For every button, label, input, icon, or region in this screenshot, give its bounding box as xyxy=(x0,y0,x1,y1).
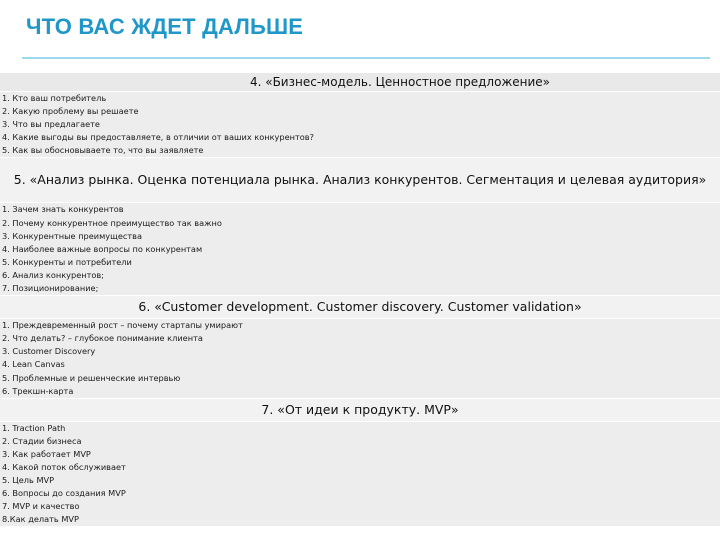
list-item: 5. Проблемные и решенческие интервью xyxy=(2,372,181,383)
section-7 xyxy=(0,398,720,527)
section-items xyxy=(0,203,720,295)
section-heading: 6. «Customer development. Customer discovery. Customer validation» xyxy=(0,296,720,319)
list-item: 2. Стадии бизнеса xyxy=(2,435,82,446)
list-item: 4. Lean Canvas xyxy=(2,359,65,370)
content-table xyxy=(0,72,720,526)
section-4 xyxy=(0,72,720,157)
list-item: 4. Наиболее важные вопросы по конкурентам xyxy=(2,243,203,254)
list-item: 2. Что делать? – глубокое понимание клиента xyxy=(2,333,203,344)
title-divider xyxy=(22,57,710,59)
section-heading: 7. «От идеи к продукту. MVP» xyxy=(0,399,720,422)
list-item: 6. Вопросы до создания MVP xyxy=(2,488,126,499)
list-item: 1. Преждевременный рост – почему стартапы умирают xyxy=(2,320,243,331)
list-item: 1. Зачем знать конкурентов xyxy=(2,204,124,215)
list-item: 5. Как вы обосновываете то, что вы заявляете xyxy=(2,145,204,156)
list-item: 3. Конкурентные преимущества xyxy=(2,230,142,241)
list-item: 3. Customer Discovery xyxy=(2,346,96,357)
list-item: 2. Какую проблему вы решаете xyxy=(2,106,139,117)
list-item: 3. Как работает MVP xyxy=(2,448,91,459)
list-item: 2. Почему конкурентное преимущество так важно xyxy=(2,217,222,228)
list-item: 4. Какие выгоды вы предоставляете, в отличии от ваших конкурентов? xyxy=(2,132,314,143)
section-items xyxy=(0,92,720,157)
list-item: 8.Как делать MVP xyxy=(2,514,79,525)
list-item: 6. Анализ конкурентов; xyxy=(2,269,104,280)
section-5 xyxy=(0,157,720,295)
list-item: 1. Кто ваш потребитель xyxy=(2,93,107,103)
list-item: 7. MVP и качество xyxy=(2,501,80,512)
section-heading: 5. «Анализ рынка. Оценка потенциала рынка. Анализ конкурентов. Сегментация и целевая аудитория» xyxy=(0,158,720,203)
list-item: 1. Traction Path xyxy=(2,422,66,433)
list-item: 5. Цель MVP xyxy=(2,475,55,486)
section-heading: 4. «Бизнес-модель. Ценностное предложение» xyxy=(0,73,720,92)
slide-title: ЧТО ВАС ЖДЕТ ДАЛЬШЕ xyxy=(26,14,304,39)
list-item: 5. Конкуренты и потребители xyxy=(2,256,132,267)
section-items xyxy=(0,422,720,527)
list-item: 4. Какой поток обслуживает xyxy=(2,461,126,472)
list-item: 3. Что вы предлагаете xyxy=(2,119,100,130)
section-6 xyxy=(0,295,720,398)
list-item: 6. Трекшн-карта xyxy=(2,385,74,396)
list-item: 7. Позиционирование; xyxy=(2,283,99,294)
section-items xyxy=(0,319,720,398)
